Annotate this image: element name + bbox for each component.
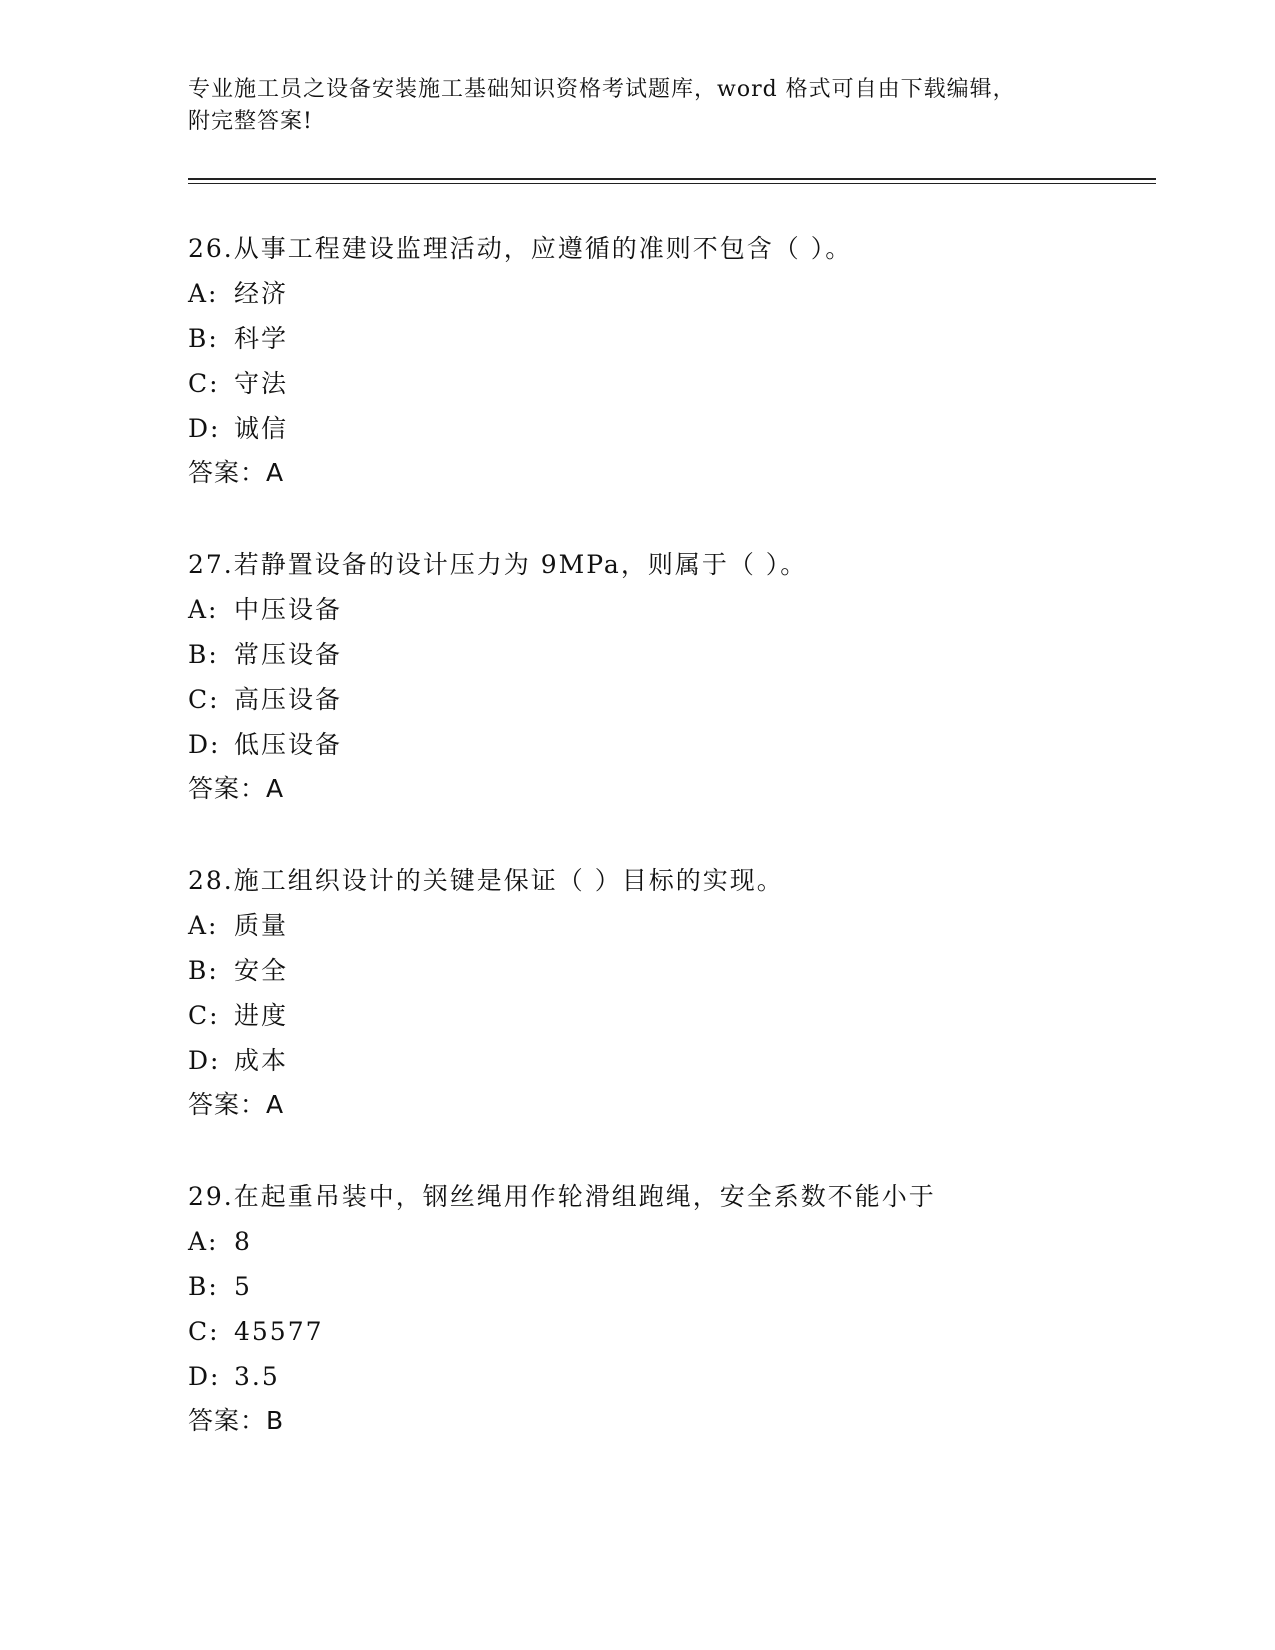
option-letter: C:: [188, 369, 220, 398]
question-28: [188, 866, 1148, 1120]
option-a: [188, 1227, 1148, 1257]
option-letter: B:: [188, 1272, 219, 1301]
option-text: 低压设备: [234, 730, 343, 759]
option-letter: C:: [188, 685, 220, 714]
option-letter: A:: [188, 1227, 219, 1256]
option-letter: A:: [188, 595, 219, 624]
option-letter: C:: [188, 1317, 220, 1346]
option-letter: C:: [188, 1001, 220, 1030]
option-letter: B:: [188, 956, 219, 985]
answer-line: 答案：A: [188, 1090, 285, 1119]
option-c: [188, 1317, 1148, 1347]
option-text: 高压设备: [234, 685, 343, 714]
answer-line: 答案：A: [188, 458, 285, 487]
option-d: [188, 414, 1148, 444]
option-b: [188, 324, 1148, 354]
question-stem: 27.若静置设备的设计压力为 9MPa，则属于（ ）。: [188, 550, 808, 579]
option-text: 常压设备: [234, 640, 343, 669]
option-d: [188, 1362, 1148, 1392]
question-stem: 28.施工组织设计的关键是保证（ ）目标的实现。: [188, 866, 784, 895]
option-letter: D:: [188, 1046, 221, 1075]
answer-line: 答案：A: [188, 774, 285, 803]
question-stem: 29.在起重吊装中，钢丝绳用作轮滑组跑绳，安全系数不能小于: [188, 1182, 936, 1211]
option-b: [188, 1272, 1148, 1302]
option-letter: D:: [188, 414, 221, 443]
option-a: [188, 911, 1148, 941]
document-header: [188, 74, 1088, 138]
option-text: 5: [234, 1272, 252, 1301]
option-text: 安全: [234, 956, 289, 985]
option-letter: B:: [188, 640, 219, 669]
option-letter: D:: [188, 730, 221, 759]
option-a: [188, 279, 1148, 309]
option-letter: A:: [188, 279, 219, 308]
option-c: [188, 369, 1148, 399]
answer-line: 答案：B: [188, 1406, 285, 1435]
option-text: 中压设备: [234, 595, 343, 624]
option-c: [188, 1001, 1148, 1031]
header-divider-thin: [188, 183, 1156, 184]
option-text: 诚信: [234, 414, 289, 443]
question-29: [188, 1182, 1148, 1436]
option-d: [188, 1046, 1148, 1076]
header-divider-thick: [188, 178, 1156, 180]
option-b: [188, 956, 1148, 986]
option-letter: B:: [188, 324, 219, 353]
option-text: 成本: [234, 1046, 289, 1075]
option-c: [188, 685, 1148, 715]
option-letter: D:: [188, 1362, 221, 1391]
option-text: 3.5: [234, 1362, 280, 1391]
option-b: [188, 640, 1148, 670]
option-a: [188, 595, 1148, 625]
option-text: 经济: [234, 279, 289, 308]
option-text: 守法: [234, 369, 289, 398]
header-line-1: 专业施工员之设备安装施工基础知识资格考试题库，word 格式可自由下载编辑，: [188, 77, 1016, 102]
option-text: 8: [234, 1227, 252, 1256]
question-stem: 26.从事工程建设监理活动，应遵循的准则不包含（ ）。: [188, 234, 853, 263]
option-d: [188, 730, 1148, 760]
option-text: 45577: [234, 1317, 324, 1346]
header-line-2: 附完整答案!: [188, 109, 313, 134]
question-26: [188, 234, 1148, 488]
question-27: [188, 550, 1148, 804]
option-letter: A:: [188, 911, 219, 940]
option-text: 进度: [234, 1001, 289, 1030]
option-text: 科学: [234, 324, 289, 353]
option-text: 质量: [234, 911, 289, 940]
